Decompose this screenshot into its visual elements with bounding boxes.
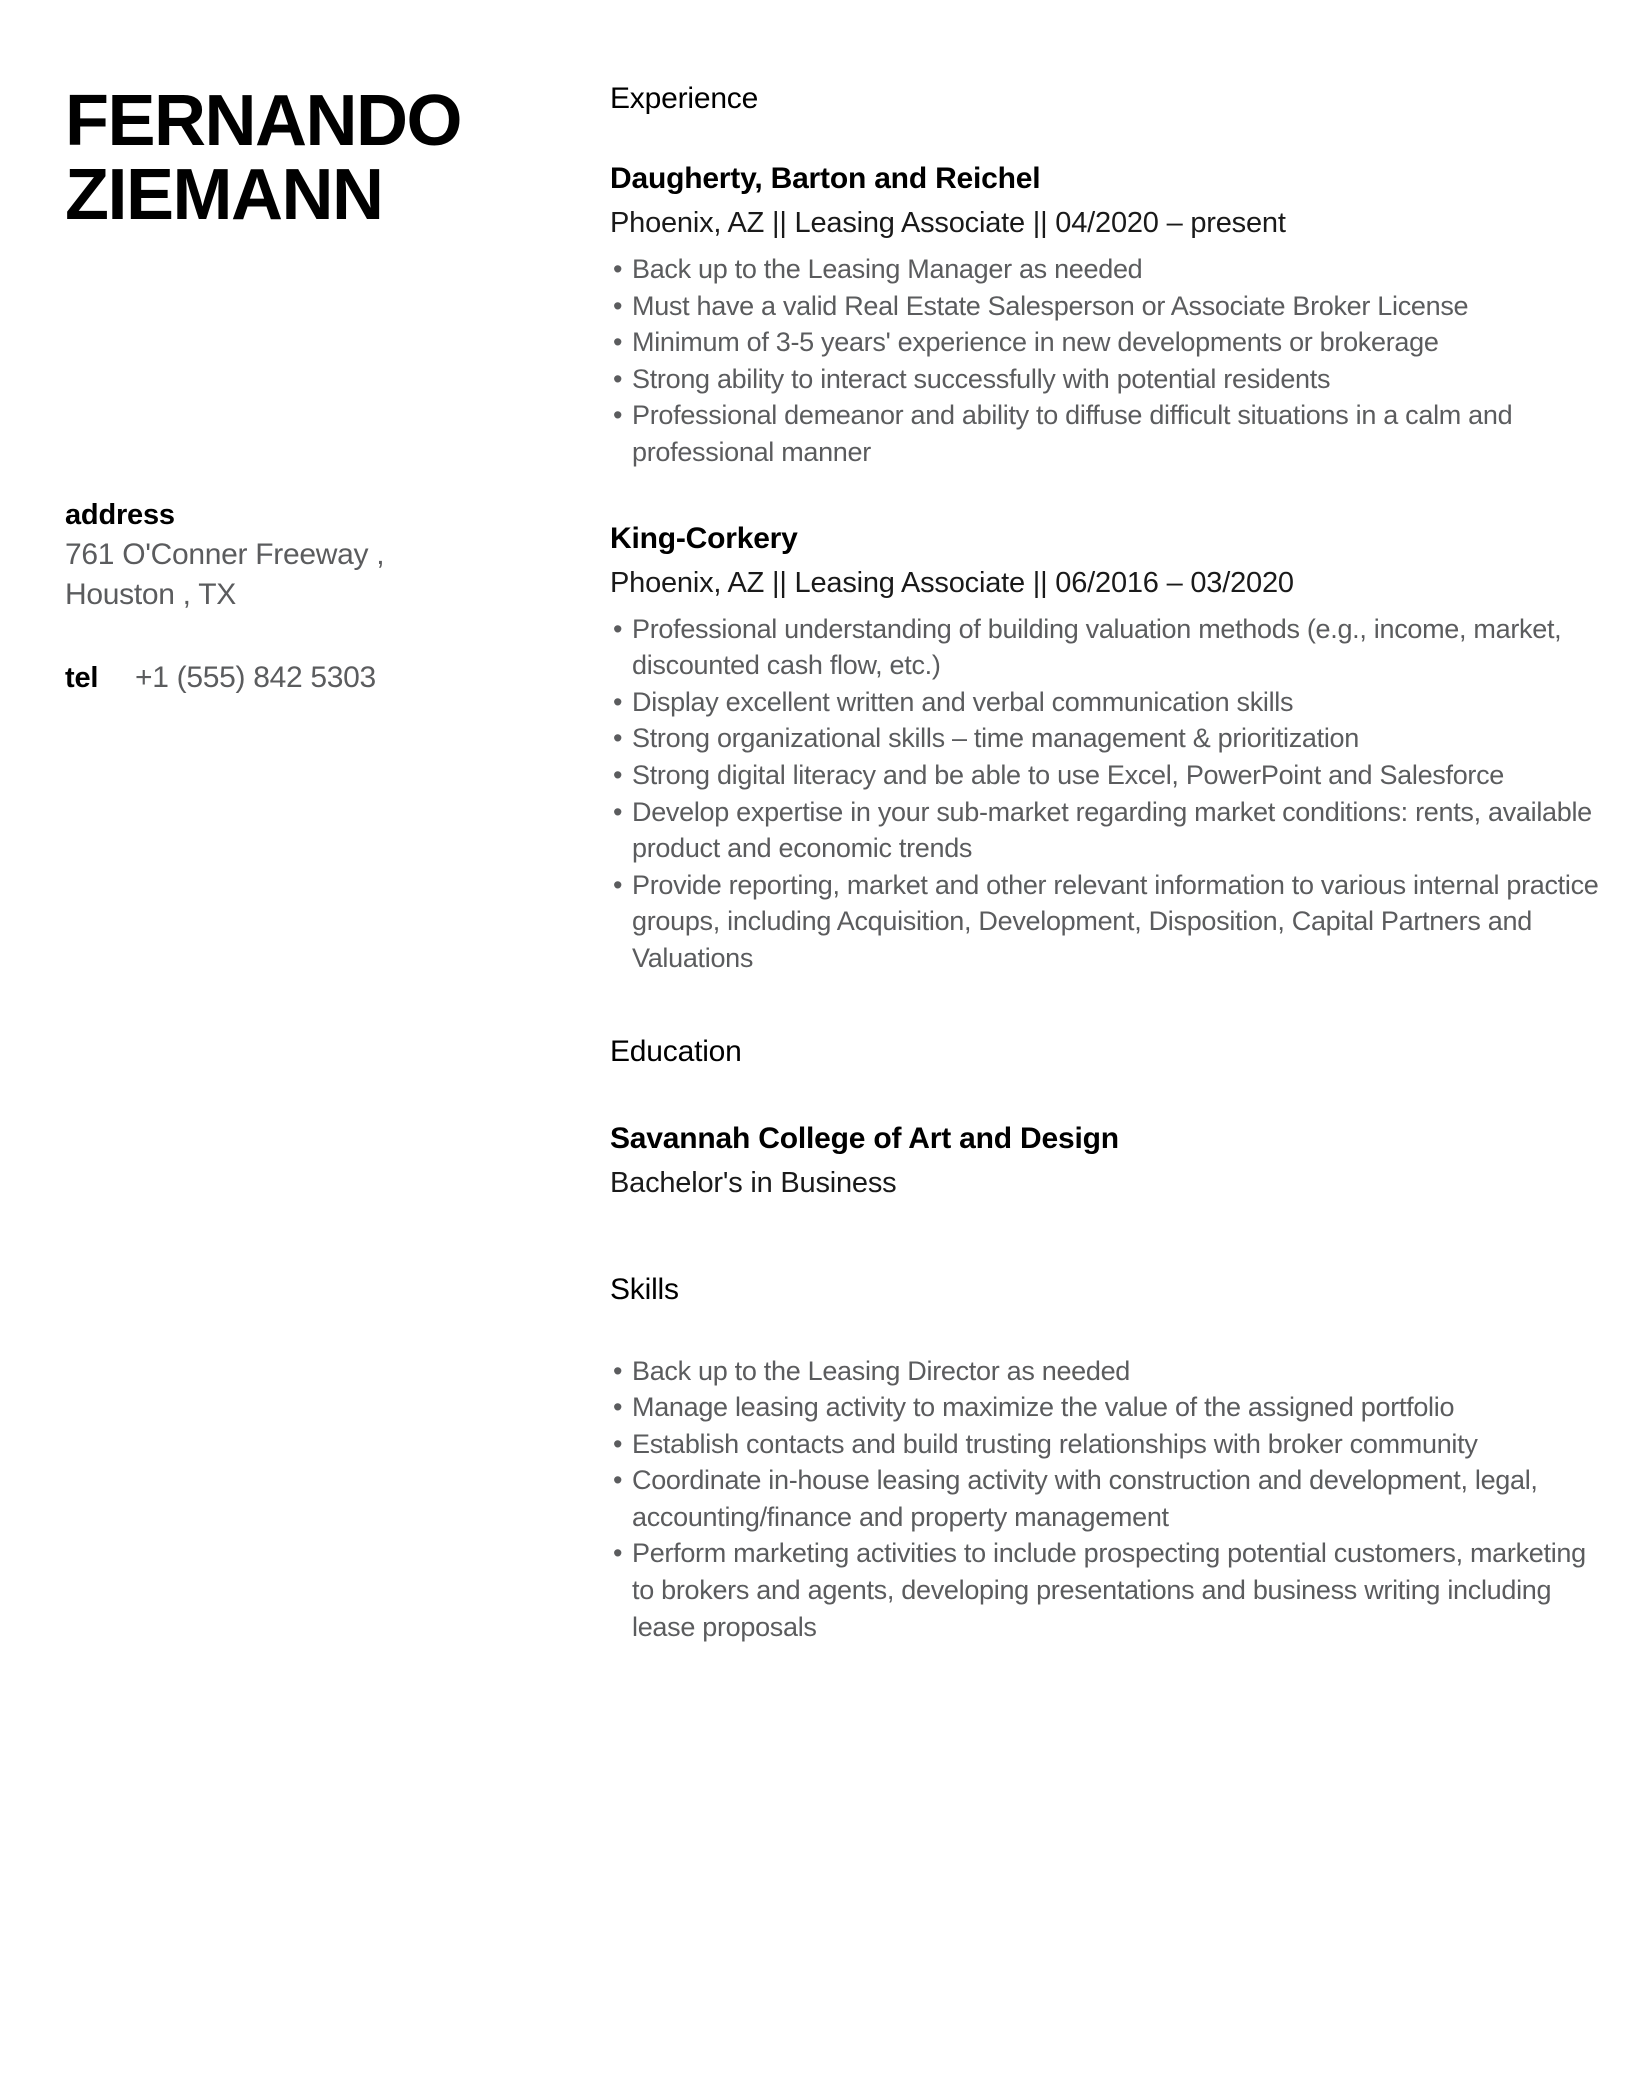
skills-bullet-list: [610, 1353, 1600, 1646]
address-line-2: Houston , TX: [65, 578, 236, 611]
bullet-item: • Must have a valid Real Estate Salesperson or Associate Broker License: [610, 288, 1600, 325]
bullet-item: • Professional demeanor and ability to diffuse difficult situations in a calm and professional manner: [610, 397, 1600, 470]
skills-heading: Skills: [610, 1272, 679, 1306]
address-label: address: [65, 499, 175, 531]
degree: Bachelor's in Business: [610, 1166, 897, 1199]
tel-label: tel: [65, 662, 99, 694]
sidebar: [65, 81, 535, 698]
company-name: King-Corkery: [610, 521, 798, 555]
job-bullet-list: [610, 251, 1600, 471]
bullet-item: • Strong digital literacy and be able to use Excel, PowerPoint and Salesforce: [610, 757, 1600, 794]
education-heading: Education: [610, 1034, 742, 1068]
bullet-item: • Professional understanding of building valuation methods (e.g., income, market, discounted cash flow, etc.): [610, 611, 1600, 684]
experience-heading: Experience: [610, 82, 759, 115]
job-meta: Phoenix, AZ || Leasing Associate || 04/2020 – present: [610, 207, 1286, 239]
bullet-item: • Minimum of 3-5 years' experience in new developments or brokerage: [610, 324, 1600, 361]
bullet-item: • Establish contacts and build trusting relationships with broker community: [610, 1426, 1600, 1463]
bullet-item: • Strong organizational skills – time management & prioritization: [610, 720, 1600, 757]
contact-info: [65, 495, 535, 698]
tel-value: +1 (555) 842 5303: [135, 661, 376, 694]
school-name: Savannah College of Art and Design: [610, 1121, 1119, 1155]
job-bullet-list: [610, 611, 1600, 977]
main-content: [610, 79, 1600, 1645]
phone-row: [65, 658, 535, 698]
section-education: [610, 1032, 1600, 1205]
job-entry: [610, 157, 1600, 471]
bullet-item: • Back up to the Leasing Manager as needed: [610, 251, 1600, 288]
bullet-item: • Develop expertise in your sub-market regarding market conditions: rents, available product and economic trends: [610, 794, 1600, 867]
bullet-item: • Coordinate in-house leasing activity with construction and development, legal, accounting/finance and property management: [610, 1462, 1600, 1535]
bullet-item: • Perform marketing activities to include prospecting potential customers, marketing to brokers and agents, developing presentations and business writing including lease proposals: [610, 1535, 1600, 1645]
bullet-item: • Provide reporting, market and other relevant information to various internal practice groups, including Acquisition, Development, Disposition, Capital Partners and Valuations: [610, 867, 1600, 977]
company-name: Daugherty, Barton and Reichel: [610, 162, 1041, 195]
bullet-item: • Strong ability to interact successfully with potential residents: [610, 361, 1600, 398]
job-entry: [610, 517, 1600, 977]
bullet-item: • Display excellent written and verbal communication skills: [610, 684, 1600, 721]
job-meta: Phoenix, AZ || Leasing Associate || 06/2016 – 03/2020: [610, 566, 1294, 599]
section-skills: [610, 1270, 1600, 1646]
bullet-item: • Back up to the Leasing Director as needed: [610, 1353, 1600, 1390]
section-experience: [610, 79, 1600, 977]
address-line-1: 761 O'Conner Freeway ,: [65, 538, 385, 571]
bullet-item: • Manage leasing activity to maximize the value of the assigned portfolio: [610, 1389, 1600, 1426]
person-name: FERNANDO ZIEMANN: [65, 81, 461, 235]
